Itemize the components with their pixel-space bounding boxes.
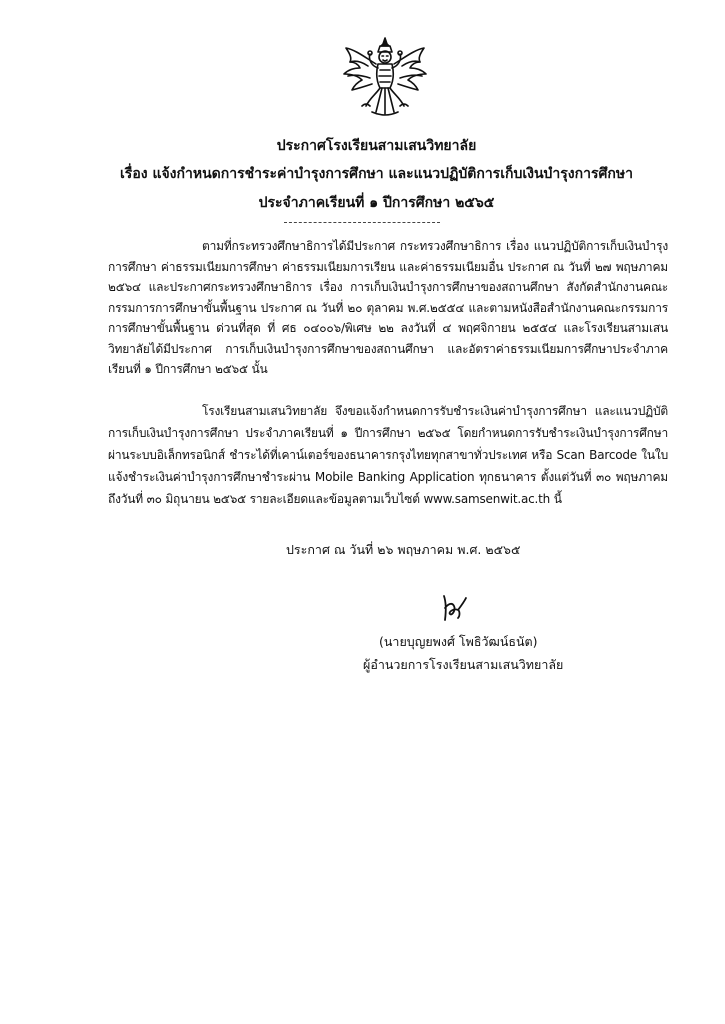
title-divider <box>284 222 440 223</box>
garuda-emblem-icon <box>336 36 434 116</box>
announcement-title: ประกาศโรงเรียนสามเสนวิทยาลัย <box>276 138 477 154</box>
signer-name: (นายบุญยพงศ์ โพธิวัฒน์ธนัต) <box>379 634 538 649</box>
handwritten-signature-icon <box>436 590 472 626</box>
body-paragraph-1: ตามที่กระทรวงศึกษาธิการได้มีประกาศ กระทรวงศึกษาธิการ เรื่อง แนวปฏิบัติการเก็บเงินบำรุงการศึกษา ค่าธรรมเนียมการศึกษา ค่าธรรมเนียมการเรียน และค่าธรรมเนียมอื่น ประกาศ ณ วันที่ ๒๗ พฤษภาคม ๒๕๖๔ และประกาศกระทรวงศึกษาธิการ เรื่อง การเก็บเงินบำรุงการศึกษาของสถานศึกษา สังกัดสำนักงานคณะกรรมการการศึกษาขั้นพื้นฐาน ประกาศ ณ วันที่ ๒๐ ตุลาคม พ.ศ.๒๕๕๔ และตามหนังสือสำนักงานคณะกรรมการการศึกษาขั้นพื้นฐาน ด่วนที่สุด ที่ ศธ ๐๔๐๐๖/พิเศษ ๒๒ ลงวันที่ ๔ พฤศจิกายน ๒๕๕๔ และโรงเรียนสามเสนวิทยาลัยได้มีประกาศ การเก็บเงินบำรุงการศึกษาของสถานศึกษา และอัตราค่าธรรมเนียมการศึกษาประจำภาคเรียนที่ ๑ ปีการศึกษา ๒๕๖๕ นั้น <box>108 239 668 376</box>
announcement-subject: เรื่อง แจ้งกำหนดการชำระค่าบำรุงการศึกษา และแนวปฏิบัติการเก็บเงินบำรุงการศึกษา <box>120 166 633 182</box>
announcement-term: ประจำภาคเรียนที่ ๑ ปีการศึกษา ๒๕๖๕ <box>258 195 495 211</box>
signer-title: ผู้อำนวยการโรงเรียนสามเสนวิทยาลัย <box>363 657 564 672</box>
announcement-date: ประกาศ ณ วันที่ ๒๖ พฤษภาคม พ.ศ. ๒๕๖๕ <box>286 542 521 557</box>
body-paragraph-2: โรงเรียนสามเสนวิทยาลัย จึงขอแจ้งกำหนดการรับชำระเงินค่าบำรุงการศึกษา และแนวปฏิบัติการเก็บเงินบำรุงการศึกษา ประจำภาคเรียนที่ ๑ ปีการศึกษา ๒๕๖๕ โดยกำหนดการรับชำระเงินบำรุงการศึกษาผ่านระบบอิเล็กทรอนิกส์ ชำระได้ที่เคาน์เตอร์ของธนาคารกรุงไทยทุกสาขาทั่วประเทศ หรือ Scan Barcode ในใบแจ้งชำระเงินค่าบำรุงการศึกษาชำระผ่าน Mobile Banking Application ทุกธนาคาร ตั้งแต่วันที่ ๓๐ พฤษภาคม ถึงวันที่ ๓๐ มิถุนายน ๒๕๖๕ รายละเอียดและข้อมูลตามเว็บไซต์ www.samsenwit.ac.th นี้ <box>108 404 668 506</box>
